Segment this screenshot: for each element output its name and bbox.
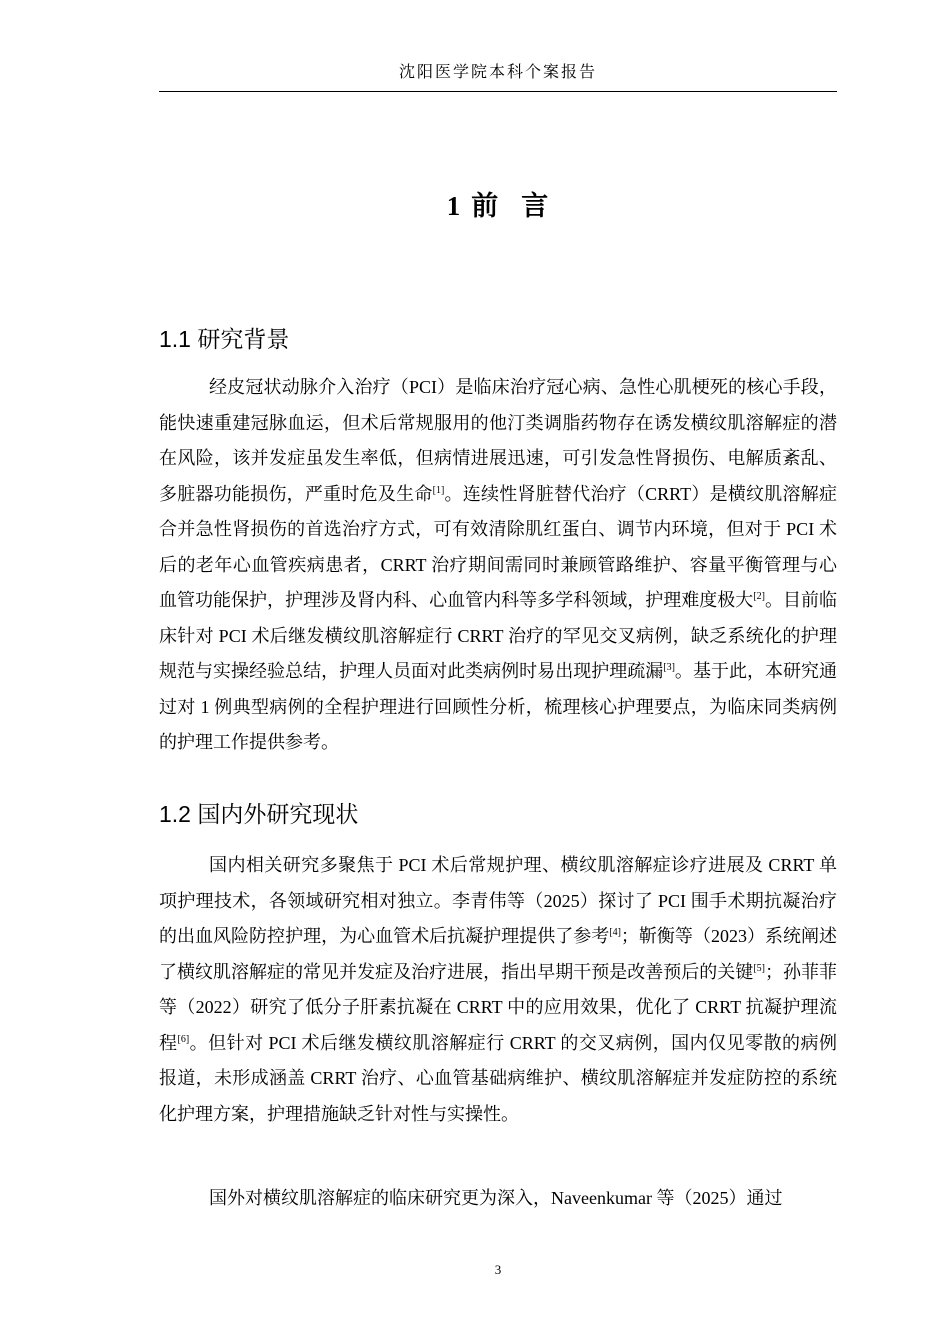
text-segment: （CRRT）是横纹肌溶解症合并急性肾损伤的首选治疗方式，可有效清除肌红蛋白、调节内环境，但对于 PCI 术后的老年心血管疾病患者，CRRT 治疗期间需同时兼顾管路维护、容量平衡管理与心血管功能保护，护理涉及肾内科、心血管内科等多学科领域，护理难度极大 <box>159 483 838 610</box>
section-heading-research-status: 1.2 国内外研究现状 <box>159 801 359 827</box>
text-segment: 经皮冠状动脉介入治疗（PCI）是临床治疗冠心病、急性心肌梗死的核心手段，能快速重建冠脉血运，但术后常规服用的他汀类调脂药物存在诱发横纹肌溶解症的潜在风险，该并发症虽发生率低，但病情进展迅速，可引发急性肾损伤、电解质紊乱、多脏器功能损伤，严重时危及生命 <box>159 377 837 504</box>
paragraph-background <box>159 370 837 761</box>
running-header: 沈阳医学院本科个案报告 <box>398 64 597 81</box>
citation-4: [4] <box>609 927 621 938</box>
header-divider <box>159 91 837 92</box>
text-segment: 国内相关研究多聚焦于 PCI 术后常规护理、横纹肌溶解症诊疗进展及 CRRT 单项护理技术，各领域研究相对独立。李青伟等（2025）探讨了 PCI 围手术期抗凝治疗的出血风险防控护理，为心血管术后抗凝护理提供了参考 <box>159 855 837 946</box>
paragraph-foreign-research: 国外对横纹肌溶解症的临床研究更为深入，Naveenkumar 等（2025）通过 <box>209 1188 783 1208</box>
text-segment: 。连续性肾脏替代治疗 <box>444 483 627 504</box>
chapter-number: 1 <box>446 191 462 221</box>
citation-2: [2] <box>753 591 765 602</box>
citation-6: [6] <box>177 1033 190 1045</box>
chapter-title-part2: 言 <box>521 191 550 221</box>
text-segment: 。但针对 PCI 术后继发横纹肌溶解症行 CRRT 的交叉病例，国内仅见零散的病例报道，未形成涵盖 CRRT 治疗、心血管基础病维护、横纹肌溶解症并发症防控的系统化护理方案，护理措施缺乏针对性与实操性。 <box>159 1032 837 1124</box>
citation-1: [1] <box>432 484 445 496</box>
text-segment: 。基于此，本研究通过对 1 例典型病例的全程护理进行回顾性分析，梳理核心护理要点，为临床同类病例的护理工作提供参考。 <box>159 661 838 752</box>
page-number: 3 <box>494 1262 502 1277</box>
text-segment: 。目前临床针对 PCI 术后继发横纹肌溶解症行 CRRT 治疗的罕见交叉病例，缺乏系统化的护理规范与实操经验总结，护理人员面对此类病例时易出现护理疏漏 <box>159 590 838 681</box>
text-segment: ；孙菲菲等（2022）研究了低分子肝素抗凝在 CRRT 中的应用效果，优化了 CRRT 抗凝护理流程 <box>159 961 838 1053</box>
citation-5: [5] <box>753 962 765 974</box>
chapter-title <box>159 186 837 226</box>
paragraph-domestic-research <box>159 848 837 1132</box>
citation-3: [3] <box>663 662 675 673</box>
chapter-title-part1: 前 <box>471 191 500 221</box>
text-segment: ；靳衡等（2023）系统阐述了横纹肌溶解症的常见并发症及治疗进展，指出早期干预是改善预后的关键 <box>159 926 837 982</box>
section-heading-background: 1.1 研究背景 <box>159 326 290 352</box>
